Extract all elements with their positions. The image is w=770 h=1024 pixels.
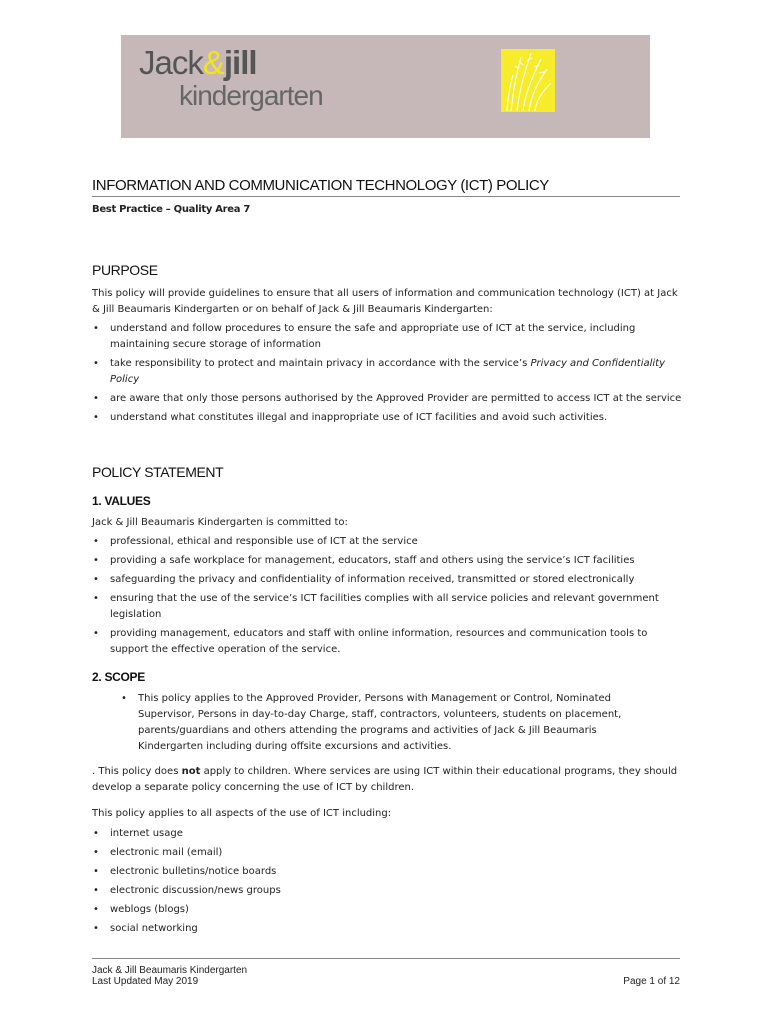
footer-info bbox=[92, 965, 247, 987]
logo-wordmark bbox=[139, 43, 257, 83]
footer-org: Jack & Jill Beaumaris Kindergarten bbox=[92, 965, 248, 976]
list-item: • professional, ethical and responsible use of ICT at the service bbox=[92, 534, 684, 550]
list-item: • weblogs (blogs) bbox=[92, 902, 684, 918]
logo-kindergarten-text: kindergarten bbox=[179, 80, 323, 111]
purpose-heading: PURPOSE bbox=[92, 262, 158, 278]
logo-ampersand: & bbox=[202, 44, 224, 81]
list-item: • ensuring that the use of the service’s ICT facilities complies with all service policies and relevant government legislation bbox=[92, 591, 684, 623]
values-heading: 1. VALUES bbox=[92, 494, 151, 508]
list-item: • internet usage bbox=[92, 826, 684, 842]
policy-reference: Privacy and Confidentiality Policy bbox=[110, 358, 666, 385]
page-number: Page 1 of 12 bbox=[623, 976, 680, 987]
list-item: • This policy applies to the Approved Provider, Persons with Management or Control, Nominated Supervisor, Persons in day-to-day Charge, staff, contractors, volunteers, students on placement, parents/guardians and others attending the programs and activities of Jack & Jill Beaumaris Kindergarten including during offsite excursions and activities. bbox=[120, 691, 640, 755]
page-title: INFORMATION AND COMMUNICATION TECHNOLOGY (ICT) POLICY bbox=[92, 177, 680, 197]
scope-heading: 2. SCOPE bbox=[92, 670, 145, 684]
logo-jill-text: jill bbox=[223, 44, 257, 81]
values-intro: Jack & Jill Beaumaris Kindergarten is committed to: bbox=[92, 517, 348, 528]
list-item bbox=[92, 356, 684, 388]
grass-icon bbox=[501, 49, 555, 112]
logo-jack-text: Jack bbox=[139, 44, 203, 81]
scope-aspects-list bbox=[92, 826, 684, 940]
policy-statement-heading: POLICY STATEMENT bbox=[92, 464, 224, 480]
list-item: • providing a safe workplace for management, educators, staff and others using the service’s ICT facilities bbox=[92, 553, 684, 569]
purpose-intro: This policy will provide guidelines to ensure that all users of information and communication technology (ICT) at Jack & Jill Beaumaris Kindergarten or on behalf of Jack & Jill Beaumaris Kindergarten: bbox=[92, 288, 678, 315]
list-item: • understand and follow procedures to ensure the safe and appropriate use of ICT at the service, including maintaining secure storage of information bbox=[92, 321, 684, 353]
list-item: • social networking bbox=[92, 921, 684, 937]
grass-logo-icon bbox=[501, 49, 555, 112]
list-item: • providing management, educators and staff with online information, resources and communication tools to support the effective operation of the service. bbox=[92, 626, 684, 658]
list-item: • safeguarding the privacy and confidentiality of information received, transmitted or stored electronically bbox=[92, 572, 684, 588]
purpose-list bbox=[92, 321, 684, 429]
page-subtitle: Best Practice – Quality Area 7 bbox=[92, 204, 251, 215]
list-item: • electronic bulletins/notice boards bbox=[92, 864, 684, 880]
header-banner bbox=[121, 35, 650, 138]
scope-note-emphasis: not bbox=[181, 766, 201, 777]
list-item-text: take responsibility to protect and maintain privacy in accordance with the service’s bbox=[110, 358, 531, 369]
footer-divider bbox=[92, 958, 680, 959]
list-item: • understand what constitutes illegal and inappropriate use of ICT facilities and avoid such activities. bbox=[92, 410, 684, 426]
scope-list bbox=[120, 691, 640, 758]
footer-updated: Last Updated May 2019 bbox=[92, 976, 199, 987]
scope-note-text: apply to children. Where services are using ICT within their educational programs, they should develop a separate policy concerning the use of ICT by children. bbox=[92, 766, 678, 793]
list-item: • are aware that only those persons authorised by the Approved Provider are permitted to access ICT at the service bbox=[92, 391, 684, 407]
list-item: • electronic mail (email) bbox=[92, 845, 684, 861]
scope-note bbox=[92, 764, 682, 796]
list-item: • electronic discussion/news groups bbox=[92, 883, 684, 899]
scope-aspects-intro: This policy applies to all aspects of the use of ICT including: bbox=[92, 808, 392, 819]
scope-note-text: . This policy does bbox=[92, 766, 182, 777]
values-list bbox=[92, 534, 684, 661]
